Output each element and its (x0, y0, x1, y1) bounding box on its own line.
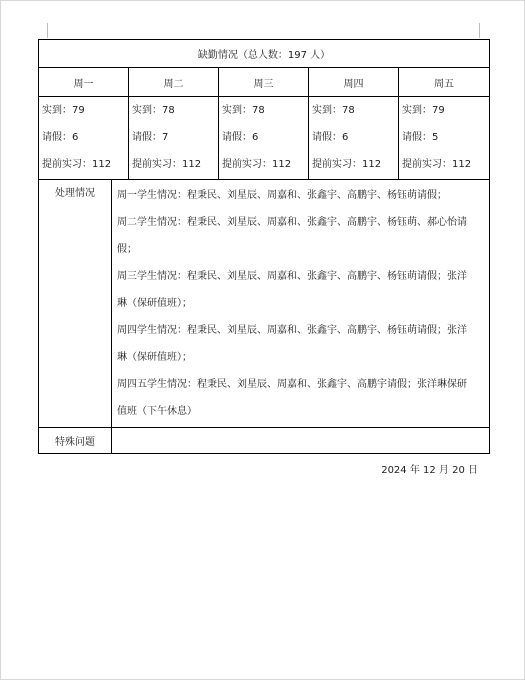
handling-line: 假； (117, 244, 137, 255)
handling-label: 处理情况 (39, 180, 112, 428)
day-header-wednesday: 周三 (219, 68, 309, 97)
internship-count: 提前实习：112 (312, 159, 382, 170)
leave-count: 请假：6 (222, 132, 259, 143)
handling-line: 周一学生情况：程秉民、刘星辰、周嘉和、张鑫宇、高鹏宇、杨钰萌请假； (117, 190, 447, 201)
internship-count: 提前实习：112 (222, 159, 292, 170)
special-issues-content[interactable] (112, 428, 490, 454)
handling-line: 周四学生情况：程秉民、刘星辰、周嘉和、张鑫宇、高鹏宇、杨钰萌请假；张洋 (117, 325, 467, 336)
stats-cell-tuesday (129, 97, 219, 180)
stats-row (39, 97, 490, 180)
present-count: 实到：78 (312, 105, 355, 116)
internship-count: 提前实习：112 (132, 159, 202, 170)
title-row (39, 40, 490, 68)
stats-cell-wednesday (219, 97, 309, 180)
present-count: 实到：78 (132, 105, 175, 116)
leave-count: 请假：6 (42, 132, 79, 143)
crop-mark-top-left (47, 23, 48, 38)
day-header-tuesday: 周二 (129, 68, 219, 97)
handling-line: 周四五学生情况：程秉民、刘星辰、周嘉和、张鑫宇、高鹏宇请假；张洋琳保研 (117, 379, 467, 390)
special-issues-label: 特殊问题 (39, 428, 112, 454)
leave-count: 请假：5 (402, 132, 439, 143)
handling-line: 值班（下午休息） (117, 406, 197, 417)
stats-cell-friday (399, 97, 490, 180)
report-date: 2024 年 12 月 20 日 (381, 465, 478, 476)
internship-count: 提前实习：112 (402, 159, 472, 170)
handling-content (112, 180, 490, 428)
day-header-thursday: 周四 (309, 68, 399, 97)
stats-cell-thursday (309, 97, 399, 180)
handling-line: 琳（保研值班）； (117, 352, 192, 363)
table-title: 缺勤情况（总人数：197 人） (39, 40, 490, 68)
day-header-monday: 周一 (39, 68, 129, 97)
handling-line: 琳（保研值班）； (117, 298, 192, 309)
internship-count: 提前实习：112 (42, 159, 112, 170)
leave-count: 请假：6 (312, 132, 349, 143)
stats-cell-monday (39, 97, 129, 180)
day-header-friday: 周五 (399, 68, 490, 97)
handling-row (39, 180, 490, 428)
attendance-table (38, 39, 490, 454)
leave-count: 请假：7 (132, 132, 169, 143)
present-count: 实到：78 (222, 105, 265, 116)
present-count: 实到：79 (402, 105, 445, 116)
special-issues-row (39, 428, 490, 454)
handling-line: 周二学生情况：程秉民、刘星辰、周嘉和、张鑫宇、高鹏宇、杨钰萌、郝心怡请 (117, 217, 467, 228)
crop-mark-top-right (479, 23, 480, 38)
present-count: 实到：79 (42, 105, 85, 116)
day-header-row (39, 68, 490, 97)
handling-line: 周三学生情况：程秉民、刘星辰、周嘉和、张鑫宇、高鹏宇、杨钰萌请假；张洋 (117, 271, 467, 282)
